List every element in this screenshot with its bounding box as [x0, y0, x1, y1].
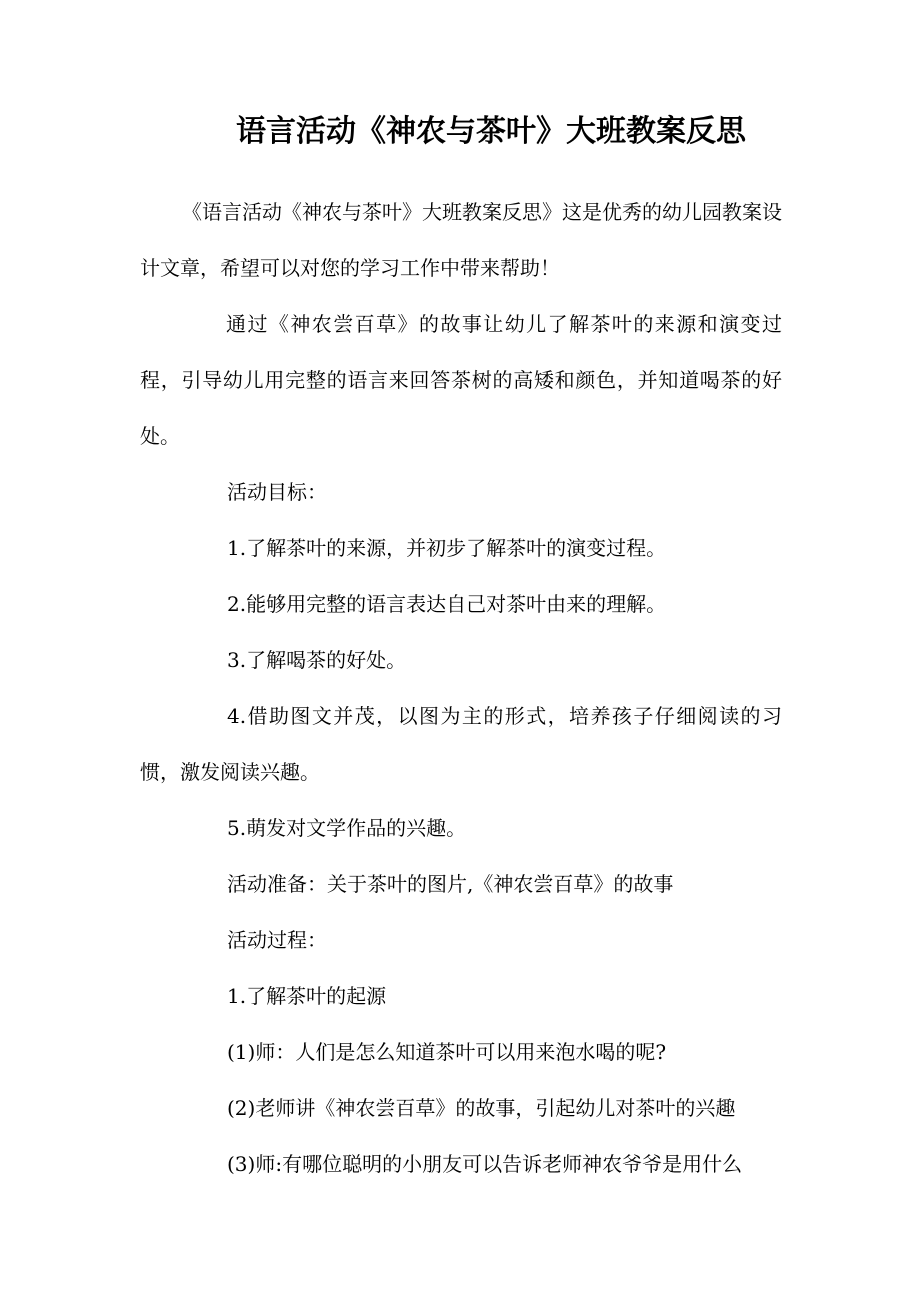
summary-paragraph: 通过《神农尝百草》的故事让幼儿了解茶叶的来源和演变过程，引导幼儿用完整的语言来回答茶树的高矮和颜色，并知道喝茶的好处。 [140, 312, 782, 448]
process-item: (3)师:有哪位聪明的小朋友可以告诉老师神农爷爷是用什么 [227, 1152, 743, 1176]
goal-item: 3.了解喝茶的好处。 [227, 648, 407, 672]
preparation-line: 活动准备：关于茶叶的图片,《神农尝百草》的故事 [227, 872, 674, 896]
process-item: 1.了解茶叶的起源 [227, 984, 387, 1008]
goal-item: 5.萌发对文学作品的兴趣。 [227, 816, 467, 840]
goals-heading: 活动目标： [227, 480, 327, 504]
goal-item: 4.借助图文并茂，以图为主的形式，培养孩子仔细阅读的习惯，激发阅读兴趣。 [140, 704, 782, 784]
process-heading: 活动过程： [227, 928, 327, 952]
process-item: (1)师：人们是怎么知道茶叶可以用来泡水喝的呢? [227, 1040, 667, 1064]
process-item: (2)老师讲《神农尝百草》的故事，引起幼儿对茶叶的兴趣 [227, 1096, 736, 1120]
goal-item: 2.能够用完整的语言表达自己对茶叶由来的理解。 [227, 592, 667, 616]
goal-item: 1.了解茶叶的来源，并初步了解茶叶的演变过程。 [227, 536, 667, 560]
document-title: 语言活动《神农与茶叶》大班教案反思 [236, 114, 746, 149]
intro-paragraph: 《语言活动《神农与茶叶》大班教案反思》这是优秀的幼儿园教案设计文章，希望可以对您的学习工作中带来帮助！ [140, 200, 782, 280]
